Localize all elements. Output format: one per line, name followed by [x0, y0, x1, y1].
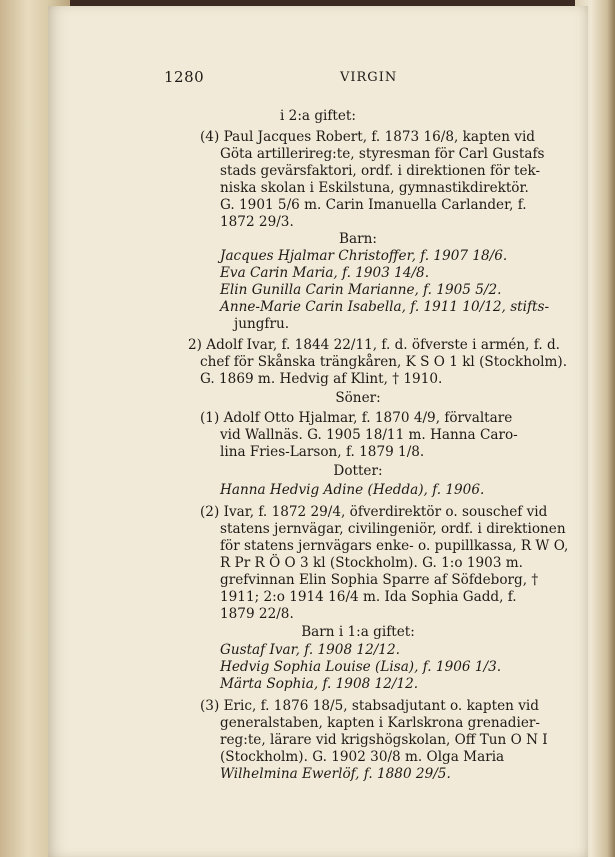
text-line: 2) Adolf Ivar, f. 1844 22/11, f. d. öfverste i armén, f. d.	[188, 337, 560, 353]
text-line: Elin Gunilla Carin Marianne, f. 1905 5/2.	[220, 282, 502, 298]
text-line: Märta Sophia, f. 1908 12/12.	[220, 676, 419, 692]
text-line: 1872 29/3.	[220, 214, 294, 230]
text-line: niska skolan i Eskilstuna, gymnastikdirektör.	[220, 180, 529, 196]
text-line: G. 1901 5/6 m. Carin Imanuella Carlander, f.	[220, 197, 527, 213]
text-line: jungfru.	[234, 316, 290, 332]
text-line: generalstaben, kapten i Karlskrona grenadier-	[220, 715, 540, 731]
text-line: Jacques Hjalmar Christoffer, f. 1907 18/6.	[220, 248, 508, 264]
page-number: 1280	[164, 68, 205, 86]
text-line: 1879 22/8.	[220, 606, 294, 622]
text-line: Dotter:	[333, 463, 383, 479]
text-line: R Pr R Ö O 3 kl (Stockholm). G. 1:o 1903 m.	[220, 555, 523, 571]
page-body	[48, 6, 588, 857]
text-line: (2) Ivar, f. 1872 29/4, öfverdirektör o. souschef vid	[200, 504, 548, 520]
text-line: reg:te, lärare vid krigshögskolan, Off Tun O N I	[220, 732, 548, 748]
text-line: statens jernvägar, civilingeniör, ordf. i direktionen	[220, 521, 566, 537]
text-line: (1) Adolf Otto Hjalmar, f. 1870 4/9, förvaltare	[200, 410, 513, 426]
text-line: i 2:a giftet:	[280, 108, 356, 124]
text-line: Hanna Hedvig Adine (Hedda), f. 1906.	[220, 482, 485, 498]
text-line: chef för Skånska trängkåren, K S O 1 kl (Stockholm).	[200, 354, 568, 370]
text-line: Barn:	[339, 231, 377, 247]
text-line: Söner:	[335, 390, 381, 406]
text-line: Gustaf Ivar, f. 1908 12/12.	[220, 642, 400, 658]
text-line: grefvinnan Elin Sophia Sparre af Söfdeborg, †	[220, 572, 539, 588]
text-line: 1911; 2:o 1914 16/4 m. Ida Sophia Gadd, f.	[220, 589, 517, 605]
text-line: vid Wallnäs. G. 1905 18/11 m. Hanna Caro-	[220, 427, 518, 443]
text-line: (3) Eric, f. 1876 18/5, stabsadjutant o. kapten vid	[200, 698, 539, 714]
text-line: Barn i 1:a giftet:	[301, 624, 415, 640]
text-line: (4) Paul Jacques Robert, f. 1873 16/8, kapten vid	[200, 129, 536, 145]
text-line: lina Fries-Larson, f. 1879 1/8.	[220, 444, 425, 460]
book-page	[48, 6, 588, 857]
text-line: stads gevärsfaktori, ordf. i direktionen för tek-	[220, 163, 541, 179]
text-line: G. 1869 m. Hedvig af Klint, † 1910.	[200, 371, 443, 387]
text-line: (Stockholm). G. 1902 30/8 m. Olga Maria	[220, 749, 505, 765]
text-line: Göta artillerireg:te, styresman för Carl Gustafs	[220, 146, 545, 162]
text-line: Eva Carin Maria, f. 1903 14/8.	[220, 265, 430, 281]
text-line: Hedvig Sophia Louise (Lisa), f. 1906 1/3.	[220, 659, 502, 675]
text-line: för statens jernvägars enke- o. pupillkassa, R W O,	[220, 538, 569, 554]
text-line: Anne-Marie Carin Isabella, f. 1911 10/12, stifts-	[220, 299, 550, 315]
running-title: VIRGIN	[340, 70, 398, 85]
text-line: Wilhelmina Ewerlöf, f. 1880 29/5.	[220, 766, 451, 782]
